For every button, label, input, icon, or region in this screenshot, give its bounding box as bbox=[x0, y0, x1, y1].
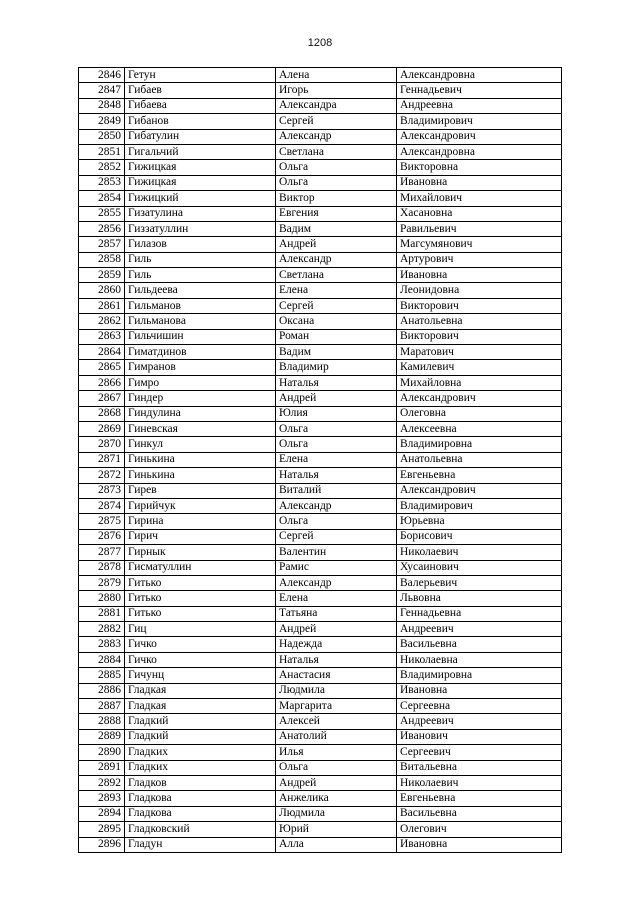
first-name-cell: Владимир bbox=[276, 360, 397, 375]
first-name-cell: Татьяна bbox=[276, 606, 397, 621]
table-row bbox=[79, 160, 562, 175]
row-number-cell: 2880 bbox=[79, 591, 125, 606]
first-name-cell: Александр bbox=[276, 129, 397, 144]
first-name-cell: Евгения bbox=[276, 206, 397, 221]
first-name-cell: Людмила bbox=[276, 806, 397, 821]
first-name-cell: Виктор bbox=[276, 191, 397, 206]
patronymic-cell: Борисович bbox=[397, 529, 562, 544]
first-name-cell: Рамис bbox=[276, 560, 397, 575]
row-number-cell: 2867 bbox=[79, 391, 125, 406]
last-name-cell: Гетун bbox=[125, 68, 276, 83]
row-number-cell: 2846 bbox=[79, 68, 125, 83]
first-name-cell: Валентин bbox=[276, 545, 397, 560]
last-name-cell: Гичко bbox=[125, 652, 276, 667]
last-name-cell: Гибанов bbox=[125, 114, 276, 129]
first-name-cell: Алла bbox=[276, 837, 397, 852]
last-name-cell: Гильдеева bbox=[125, 283, 276, 298]
first-name-cell: Людмила bbox=[276, 683, 397, 698]
last-name-cell: Гибатулин bbox=[125, 129, 276, 144]
row-number-cell: 2890 bbox=[79, 745, 125, 760]
table-row bbox=[79, 668, 562, 683]
last-name-cell: Гладких bbox=[125, 745, 276, 760]
table-row bbox=[79, 791, 562, 806]
first-name-cell: Наталья bbox=[276, 652, 397, 667]
row-number-cell: 2889 bbox=[79, 729, 125, 744]
row-number-cell: 2862 bbox=[79, 314, 125, 329]
patronymic-cell: Артурович bbox=[397, 252, 562, 267]
last-name-cell: Гирийчук bbox=[125, 498, 276, 513]
patronymic-cell: Андреевич bbox=[397, 714, 562, 729]
last-name-cell: Гитько bbox=[125, 591, 276, 606]
last-name-cell: Гильчишин bbox=[125, 329, 276, 344]
first-name-cell: Елена bbox=[276, 591, 397, 606]
table-row bbox=[79, 83, 562, 98]
patronymic-cell: Владимировна bbox=[397, 437, 562, 452]
row-number-cell: 2896 bbox=[79, 837, 125, 852]
last-name-cell: Гиматдинов bbox=[125, 345, 276, 360]
first-name-cell: Ольга bbox=[276, 760, 397, 775]
patronymic-cell: Васильевна bbox=[397, 637, 562, 652]
row-number-cell: 2887 bbox=[79, 699, 125, 714]
first-name-cell: Виталий bbox=[276, 483, 397, 498]
patronymic-cell: Ивановна bbox=[397, 268, 562, 283]
row-number-cell: 2886 bbox=[79, 683, 125, 698]
patronymic-cell: Александровна bbox=[397, 68, 562, 83]
row-number-cell: 2853 bbox=[79, 175, 125, 190]
row-number-cell: 2870 bbox=[79, 437, 125, 452]
patronymic-cell: Викторович bbox=[397, 329, 562, 344]
row-number-cell: 2869 bbox=[79, 421, 125, 436]
table-row bbox=[79, 252, 562, 267]
patronymic-cell: Владимирович bbox=[397, 114, 562, 129]
row-number-cell: 2871 bbox=[79, 452, 125, 467]
first-name-cell: Андрей bbox=[276, 391, 397, 406]
last-name-cell: Гильманова bbox=[125, 314, 276, 329]
patronymic-cell: Хасановна bbox=[397, 206, 562, 221]
patronymic-cell: Юрьевна bbox=[397, 514, 562, 529]
row-number-cell: 2884 bbox=[79, 652, 125, 667]
table-row bbox=[79, 329, 562, 344]
table-row bbox=[79, 606, 562, 621]
first-name-cell: Сергей bbox=[276, 298, 397, 313]
table-row bbox=[79, 144, 562, 159]
last-name-cell: Гиндер bbox=[125, 391, 276, 406]
row-number-cell: 2876 bbox=[79, 529, 125, 544]
patronymic-cell: Алексеевна bbox=[397, 421, 562, 436]
patronymic-cell: Евгеньевна bbox=[397, 468, 562, 483]
first-name-cell: Андрей bbox=[276, 775, 397, 790]
patronymic-cell: Андреевна bbox=[397, 98, 562, 113]
row-number-cell: 2847 bbox=[79, 83, 125, 98]
last-name-cell: Гижицкий bbox=[125, 191, 276, 206]
last-name-cell: Гитько bbox=[125, 606, 276, 621]
first-name-cell: Оксана bbox=[276, 314, 397, 329]
first-name-cell: Наталья bbox=[276, 468, 397, 483]
patronymic-cell: Николаевич bbox=[397, 775, 562, 790]
table-row bbox=[79, 268, 562, 283]
row-number-cell: 2849 bbox=[79, 114, 125, 129]
table-row bbox=[79, 68, 562, 83]
patronymic-cell: Александрович bbox=[397, 129, 562, 144]
row-number-cell: 2856 bbox=[79, 221, 125, 236]
first-name-cell: Ольга bbox=[276, 175, 397, 190]
first-name-cell: Ольга bbox=[276, 437, 397, 452]
last-name-cell: Гибаев bbox=[125, 83, 276, 98]
patronymic-cell: Равильевич bbox=[397, 221, 562, 236]
table-row bbox=[79, 699, 562, 714]
first-name-cell: Анастасия bbox=[276, 668, 397, 683]
table-row bbox=[79, 560, 562, 575]
last-name-cell: Гладкий bbox=[125, 729, 276, 744]
patronymic-cell: Олегович bbox=[397, 822, 562, 837]
first-name-cell: Наталья bbox=[276, 375, 397, 390]
patronymic-cell: Васильевна bbox=[397, 806, 562, 821]
table-row bbox=[79, 775, 562, 790]
table-row bbox=[79, 283, 562, 298]
table-row bbox=[79, 714, 562, 729]
patronymic-cell: Маратович bbox=[397, 345, 562, 360]
last-name-cell: Гиззатуллин bbox=[125, 221, 276, 236]
row-number-cell: 2866 bbox=[79, 375, 125, 390]
first-name-cell: Вадим bbox=[276, 345, 397, 360]
last-name-cell: Гибаева bbox=[125, 98, 276, 113]
table-row bbox=[79, 652, 562, 667]
patronymic-cell: Олеговна bbox=[397, 406, 562, 421]
first-name-cell: Ольга bbox=[276, 514, 397, 529]
table-row bbox=[79, 591, 562, 606]
row-number-cell: 2888 bbox=[79, 714, 125, 729]
row-number-cell: 2859 bbox=[79, 268, 125, 283]
table-row bbox=[79, 298, 562, 313]
row-number-cell: 2891 bbox=[79, 760, 125, 775]
last-name-cell: Гимро bbox=[125, 375, 276, 390]
table-row bbox=[79, 98, 562, 113]
patronymic-cell: Анатольевна bbox=[397, 452, 562, 467]
last-name-cell: Гиль bbox=[125, 252, 276, 267]
row-number-cell: 2873 bbox=[79, 483, 125, 498]
first-name-cell: Игорь bbox=[276, 83, 397, 98]
row-number-cell: 2878 bbox=[79, 560, 125, 575]
first-name-cell: Андрей bbox=[276, 237, 397, 252]
last-name-cell: Гижицкая bbox=[125, 160, 276, 175]
table-row bbox=[79, 452, 562, 467]
first-name-cell: Светлана bbox=[276, 268, 397, 283]
last-name-cell: Гирич bbox=[125, 529, 276, 544]
first-name-cell: Юлия bbox=[276, 406, 397, 421]
patronymic-cell: Евгеньевна bbox=[397, 791, 562, 806]
last-name-cell: Гладкая bbox=[125, 683, 276, 698]
first-name-cell: Елена bbox=[276, 283, 397, 298]
row-number-cell: 2875 bbox=[79, 514, 125, 529]
roster-table-body bbox=[79, 68, 562, 853]
table-row bbox=[79, 206, 562, 221]
table-row bbox=[79, 191, 562, 206]
row-number-cell: 2852 bbox=[79, 160, 125, 175]
row-number-cell: 2893 bbox=[79, 791, 125, 806]
table-row bbox=[79, 221, 562, 236]
first-name-cell: Александра bbox=[276, 98, 397, 113]
table-row bbox=[79, 345, 562, 360]
first-name-cell: Илья bbox=[276, 745, 397, 760]
roster-table bbox=[78, 67, 562, 853]
first-name-cell: Роман bbox=[276, 329, 397, 344]
patronymic-cell: Иванович bbox=[397, 729, 562, 744]
last-name-cell: Гитько bbox=[125, 575, 276, 590]
first-name-cell: Вадим bbox=[276, 221, 397, 236]
first-name-cell: Сергей bbox=[276, 529, 397, 544]
patronymic-cell: Хусаинович bbox=[397, 560, 562, 575]
row-number-cell: 2865 bbox=[79, 360, 125, 375]
row-number-cell: 2883 bbox=[79, 637, 125, 652]
row-number-cell: 2857 bbox=[79, 237, 125, 252]
last-name-cell: Гичунц bbox=[125, 668, 276, 683]
patronymic-cell: Александровна bbox=[397, 144, 562, 159]
patronymic-cell: Михайловна bbox=[397, 375, 562, 390]
last-name-cell: Гладун bbox=[125, 837, 276, 852]
first-name-cell: Надежда bbox=[276, 637, 397, 652]
last-name-cell: Гладковский bbox=[125, 822, 276, 837]
last-name-cell: Гиль bbox=[125, 268, 276, 283]
table-row bbox=[79, 637, 562, 652]
patronymic-cell: Геннадьевич bbox=[397, 83, 562, 98]
row-number-cell: 2892 bbox=[79, 775, 125, 790]
first-name-cell: Анжелика bbox=[276, 791, 397, 806]
table-row bbox=[79, 806, 562, 821]
first-name-cell: Александр bbox=[276, 252, 397, 267]
row-number-cell: 2850 bbox=[79, 129, 125, 144]
table-row bbox=[79, 760, 562, 775]
patronymic-cell: Николаевна bbox=[397, 652, 562, 667]
table-row bbox=[79, 514, 562, 529]
first-name-cell: Юрий bbox=[276, 822, 397, 837]
last-name-cell: Гинькина bbox=[125, 468, 276, 483]
row-number-cell: 2848 bbox=[79, 98, 125, 113]
last-name-cell: Гирев bbox=[125, 483, 276, 498]
table-row bbox=[79, 545, 562, 560]
row-number-cell: 2858 bbox=[79, 252, 125, 267]
table-row bbox=[79, 529, 562, 544]
table-row bbox=[79, 683, 562, 698]
patronymic-cell: Викторовна bbox=[397, 160, 562, 175]
table-row bbox=[79, 498, 562, 513]
row-number-cell: 2863 bbox=[79, 329, 125, 344]
patronymic-cell: Ивановна bbox=[397, 683, 562, 698]
table-row bbox=[79, 729, 562, 744]
row-number-cell: 2851 bbox=[79, 144, 125, 159]
last-name-cell: Гизатулина bbox=[125, 206, 276, 221]
last-name-cell: Гладкая bbox=[125, 699, 276, 714]
last-name-cell: Гиневская bbox=[125, 421, 276, 436]
table-row bbox=[79, 421, 562, 436]
last-name-cell: Гладкий bbox=[125, 714, 276, 729]
last-name-cell: Гинкул bbox=[125, 437, 276, 452]
first-name-cell: Андрей bbox=[276, 622, 397, 637]
row-number-cell: 2881 bbox=[79, 606, 125, 621]
table-row bbox=[79, 375, 562, 390]
table-row bbox=[79, 406, 562, 421]
last-name-cell: Гинькина bbox=[125, 452, 276, 467]
table-row bbox=[79, 575, 562, 590]
patronymic-cell: Валерьевич bbox=[397, 575, 562, 590]
first-name-cell: Елена bbox=[276, 452, 397, 467]
last-name-cell: Гирнык bbox=[125, 545, 276, 560]
first-name-cell: Сергей bbox=[276, 114, 397, 129]
last-name-cell: Гирина bbox=[125, 514, 276, 529]
row-number-cell: 2885 bbox=[79, 668, 125, 683]
last-name-cell: Гиндулина bbox=[125, 406, 276, 421]
patronymic-cell: Александрович bbox=[397, 391, 562, 406]
first-name-cell: Маргарита bbox=[276, 699, 397, 714]
first-name-cell: Александр bbox=[276, 575, 397, 590]
first-name-cell: Алексей bbox=[276, 714, 397, 729]
row-number-cell: 2872 bbox=[79, 468, 125, 483]
patronymic-cell: Владимирович bbox=[397, 498, 562, 513]
patronymic-cell: Сергеевна bbox=[397, 699, 562, 714]
page-number: 1208 bbox=[307, 37, 333, 49]
last-name-cell: Гигальчий bbox=[125, 144, 276, 159]
row-number-cell: 2864 bbox=[79, 345, 125, 360]
first-name-cell: Ольга bbox=[276, 421, 397, 436]
first-name-cell: Александр bbox=[276, 498, 397, 513]
table-row bbox=[79, 114, 562, 129]
patronymic-cell: Магсумянович bbox=[397, 237, 562, 252]
patronymic-cell: Витальевна bbox=[397, 760, 562, 775]
table-row bbox=[79, 622, 562, 637]
table-row bbox=[79, 360, 562, 375]
patronymic-cell: Михайлович bbox=[397, 191, 562, 206]
first-name-cell: Светлана bbox=[276, 144, 397, 159]
patronymic-cell: Ивановна bbox=[397, 837, 562, 852]
first-name-cell: Анатолий bbox=[276, 729, 397, 744]
last-name-cell: Гильманов bbox=[125, 298, 276, 313]
last-name-cell: Гиц bbox=[125, 622, 276, 637]
last-name-cell: Гижицкая bbox=[125, 175, 276, 190]
patronymic-cell: Сергеевич bbox=[397, 745, 562, 760]
row-number-cell: 2882 bbox=[79, 622, 125, 637]
table-row bbox=[79, 468, 562, 483]
row-number-cell: 2855 bbox=[79, 206, 125, 221]
last-name-cell: Гладкова bbox=[125, 791, 276, 806]
row-number-cell: 2879 bbox=[79, 575, 125, 590]
table-row bbox=[79, 483, 562, 498]
first-name-cell: Алена bbox=[276, 68, 397, 83]
table-row bbox=[79, 314, 562, 329]
row-number-cell: 2854 bbox=[79, 191, 125, 206]
row-number-cell: 2874 bbox=[79, 498, 125, 513]
last-name-cell: Гичко bbox=[125, 637, 276, 652]
patronymic-cell: Андреевич bbox=[397, 622, 562, 637]
patronymic-cell: Викторович bbox=[397, 298, 562, 313]
table-row bbox=[79, 437, 562, 452]
row-number-cell: 2894 bbox=[79, 806, 125, 821]
last-name-cell: Гладков bbox=[125, 775, 276, 790]
patronymic-cell: Львовна bbox=[397, 591, 562, 606]
last-name-cell: Гилазов bbox=[125, 237, 276, 252]
last-name-cell: Гладкова bbox=[125, 806, 276, 821]
table-row bbox=[79, 745, 562, 760]
patronymic-cell: Ивановна bbox=[397, 175, 562, 190]
table-row bbox=[79, 837, 562, 852]
patronymic-cell: Камилевич bbox=[397, 360, 562, 375]
patronymic-cell: Владимировна bbox=[397, 668, 562, 683]
table-row bbox=[79, 237, 562, 252]
first-name-cell: Ольга bbox=[276, 160, 397, 175]
last-name-cell: Гимранов bbox=[125, 360, 276, 375]
table-row bbox=[79, 129, 562, 144]
row-number-cell: 2895 bbox=[79, 822, 125, 837]
patronymic-cell: Николаевич bbox=[397, 545, 562, 560]
table-row bbox=[79, 175, 562, 190]
table-row bbox=[79, 391, 562, 406]
patronymic-cell: Геннадьевна bbox=[397, 606, 562, 621]
row-number-cell: 2868 bbox=[79, 406, 125, 421]
table-row bbox=[79, 822, 562, 837]
row-number-cell: 2860 bbox=[79, 283, 125, 298]
row-number-cell: 2861 bbox=[79, 298, 125, 313]
patronymic-cell: Анатольевна bbox=[397, 314, 562, 329]
patronymic-cell: Леонидовна bbox=[397, 283, 562, 298]
last-name-cell: Гисматуллин bbox=[125, 560, 276, 575]
row-number-cell: 2877 bbox=[79, 545, 125, 560]
patronymic-cell: Александрович bbox=[397, 483, 562, 498]
last-name-cell: Гладких bbox=[125, 760, 276, 775]
